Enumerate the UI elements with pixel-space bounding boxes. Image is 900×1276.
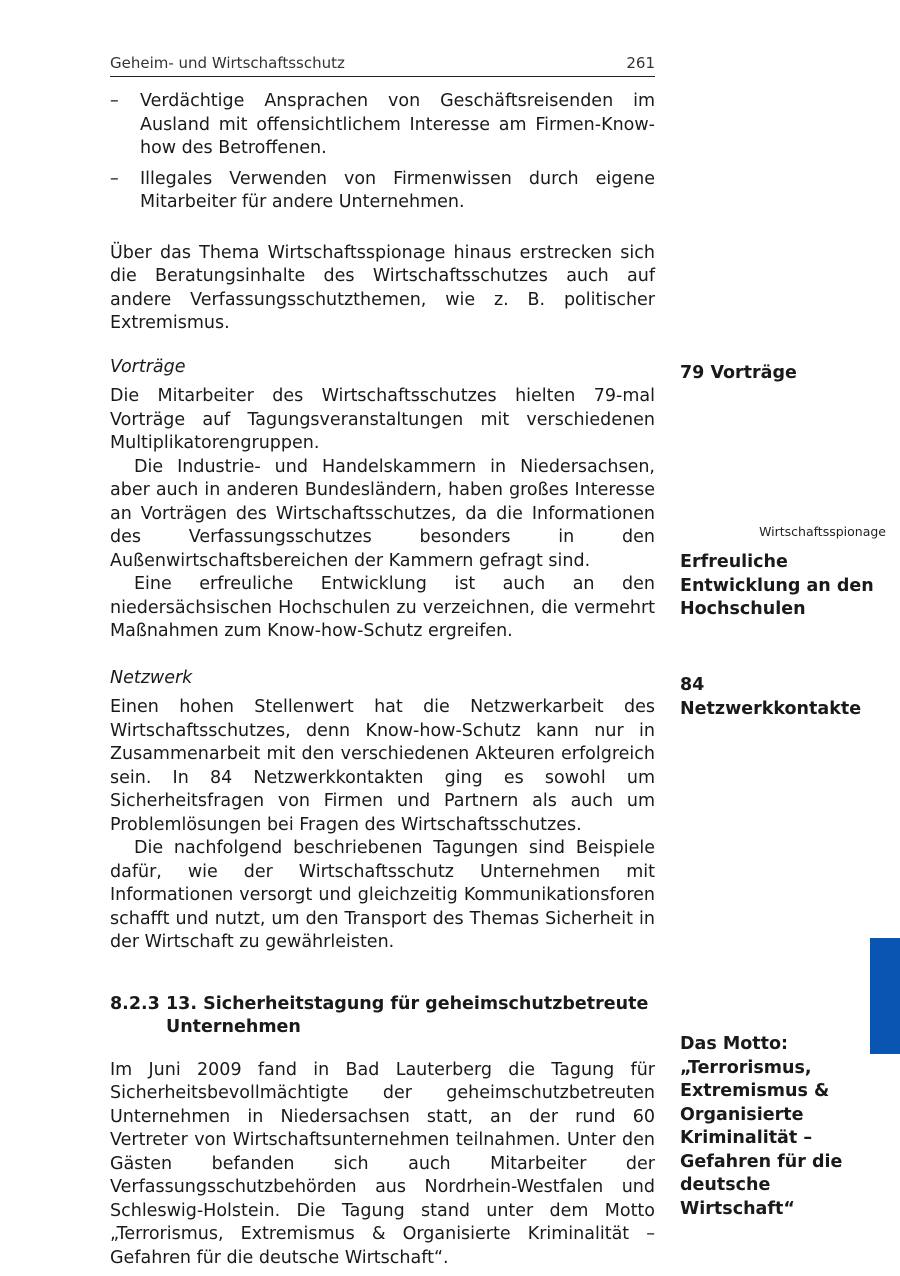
running-header (110, 54, 655, 77)
dash-marker: – (110, 168, 119, 189)
paragraph: Die nachfolgend beschriebenen Tagungen sind Beispiele dafür, wie der Wirtschaftsschutz Unternehmen mit Informationen versorgt und gleichzeitig Kommunikationsforen schafft und nutzt, um den Transport des Themas Sicherheit in der Wirtschaft zu gewährleisten. (110, 838, 655, 952)
main-column (110, 90, 655, 1270)
running-header-title: Geheim- und Wirtschaftsschutz (110, 54, 345, 72)
margin-section-tag: Wirtschaftsspionage (759, 524, 886, 539)
list-item (110, 168, 655, 215)
paragraph: Im Juni 2009 fand in Bad Lauterberg die Tagung für Sicherheitsbevollmächtigte der geheimschutzbetreuten Unternehmen in Niedersachsen statt, an der rund 60 Vertreter von Wirtschaftsunternehmen teilnahmen. Unter den Gästen befanden sich auch Mitarbeiter der Verfassungsschutzbehörden aus Nordrhein-Westfalen und Schleswig-Holstein. Die Tagung stand unter dem Motto „Terrorismus, Extremismus & Organisierte Kriminalität – Gefahren für die deutsche Wirtschaft“. (110, 1059, 655, 1268)
bullet-list (110, 90, 655, 215)
dash-marker: – (110, 91, 119, 111)
margin-note-hochschulen: Erfreuliche Entwicklung an den Hochschulen (680, 552, 874, 619)
section-number: 8.2.3 (110, 993, 160, 1014)
page-number: 261 (626, 54, 655, 72)
paragraph: Die Industrie- und Handelskammern in Niedersachsen, aber auch in anderen Bundesländern, haben großes Interesse an Vorträgen des Wirtschaftsschutzes, da die Informationen des Verfassungsschutzes besonders in den Außenwirtschaftsbereichen der Kammern gefragt sind. (110, 456, 655, 571)
subheading-netzwerk: Netzwerk (110, 667, 193, 688)
section-title: 13. Sicherheitstagung für geheimschutzbetreute Unternehmen (166, 993, 649, 1037)
margin-note-vortraege: 79 Vorträge (680, 363, 797, 383)
intro-paragraph: Über das Thema Wirtschaftsspionage hinaus erstrecken sich die Beratungsinhalte des Wirtschaftsschutzes auch auf andere Verfassungsschutzthemen, wie z. B. politischer Extremismus. (110, 242, 655, 333)
list-item-text: Illegales Verwenden von Firmenwissen durch eigene Mitarbeiter für andere Unternehmen. (140, 168, 655, 212)
subheading-vortraege: Vorträge (110, 356, 186, 377)
paragraph: Eine erfreuliche Entwicklung ist auch an den niedersächsischen Hochschulen zu verzeichnen, die vermehrt Maßnahmen zum Know-how-Schutz ergreifen. (110, 574, 655, 641)
chapter-thumb-tab (870, 938, 900, 1054)
margin-note-motto: Das Motto: „Terrorismus, Extremismus & Organisierte Kriminalität – Gefahren für die deutsche Wirtschaft“ (680, 1034, 843, 1219)
section-heading (110, 993, 655, 1040)
list-item (110, 90, 655, 161)
list-item-text: Verdächtige Ansprachen von Geschäftsreisenden im Ausland mit offensichtlichem Interesse am Firmen-Know-how des Betroffenen. (140, 91, 655, 158)
margin-note-netzwerk: 84 Netzwerkkontakte (680, 675, 862, 719)
paragraph: Die Mitarbeiter des Wirtschaftsschutzes hielten 79-mal Vorträge auf Tagungsveranstaltungen mit verschiedenen Multiplikatorengruppen. (110, 386, 655, 453)
paragraph: Einen hohen Stellenwert hat die Netzwerkarbeit des Wirtschaftsschutzes, denn Know-how-Schutz kann nur in Zusammenarbeit mit den verschiedenen Akteuren erfolgreich sein. In 84 Netzwerkkontakten ging es sowohl um Sicherheitsfragen von Firmen und Partnern als auch um Problemlösungen bei Fragen des Wirtschaftsschutzes. (110, 697, 655, 835)
